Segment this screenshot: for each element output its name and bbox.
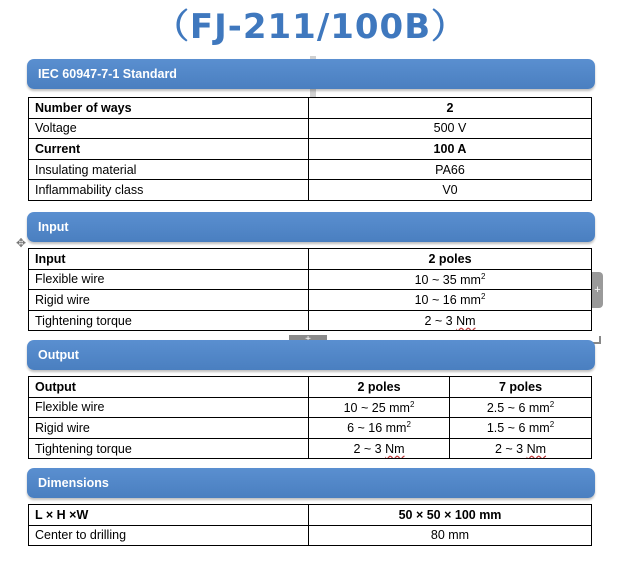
section-header-input: Input [27,212,595,242]
table-output [28,376,592,459]
table-row [29,118,592,139]
table-row [29,505,592,526]
table-dimensions [28,504,592,546]
table-row [29,438,592,459]
table-row [29,377,592,398]
header-7-poles: 7 poles [450,377,592,398]
table-row [29,310,592,331]
value-center-to-drilling: 80 mm [309,525,592,546]
page-title: （FJ-211/100B） [154,7,467,47]
label-rigid-wire: Rigid wire [29,290,309,311]
table-row [29,180,592,201]
section-header-output: Output [27,340,595,370]
section-header-dimensions: Dimensions [27,468,595,498]
table-row [29,139,592,160]
value-rigid-7-poles: 1.5 ~ 6 $mm^2$ [450,418,592,439]
value-current: 100 A [309,139,592,160]
table-row [29,98,592,119]
add-column-button[interactable]: + [592,272,603,308]
value-rigid-wire: 10 ~ 16 $mm^2$ [309,290,592,311]
value-flexible-wire: 10 ~ 35 $mm^2$ [309,269,592,290]
label-tightening-torque: Tightening torque [29,438,309,459]
value-inflammability-class: V0 [309,180,592,201]
table-row [29,290,592,311]
label-flexible-wire: Flexible wire [29,269,309,290]
label-flexible-wire: Flexible wire [29,397,309,418]
label-number-of-ways: Number of ways [29,98,309,119]
label-input: Input [29,249,309,270]
label-dimensions: L × H ×W [29,505,309,526]
table-input [28,248,592,331]
value-flexible-2-poles: 10 ~ 25 $mm^2$ [309,397,450,418]
value-insulating-material: PA66 [309,159,592,180]
table-row [29,249,592,270]
value-dimensions: 50 × 50 × 100 mm [309,505,592,526]
label-inflammability-class: Inflammability class [29,180,309,201]
label-tightening-torque: Tightening torque [29,310,309,331]
value-voltage: 500 V [309,118,592,139]
value-tightening-torque: 2 ~ 3 Nm [309,310,592,331]
table-row [29,397,592,418]
value-torque-7-poles: 2 ~ 3 Nm [450,438,592,459]
label-insulating-material: Insulating material [29,159,309,180]
table-row [29,159,592,180]
value-input-poles: 2 poles [309,249,592,270]
label-center-to-drilling: Center to drilling [29,525,309,546]
table-row [29,418,592,439]
label-output: Output [29,377,309,398]
label-voltage: Voltage [29,118,309,139]
value-number-of-ways: 2 [309,98,592,119]
value-flexible-7-poles: 2.5 ~ 6 $mm^2$ [450,397,592,418]
table-row [29,525,592,546]
section-header-standard: IEC 60947-7-1 Standard [27,59,595,89]
label-rigid-wire: Rigid wire [29,418,309,439]
value-rigid-2-poles: 6 ~ 16 $mm^2$ [309,418,450,439]
header-2-poles: 2 poles [309,377,450,398]
label-current: Current [29,139,309,160]
table-row [29,269,592,290]
table-move-handle-icon[interactable]: ✥ [15,236,27,250]
value-torque-2-poles: 2 ~ 3 Nm [309,438,450,459]
table-standard [28,97,592,201]
